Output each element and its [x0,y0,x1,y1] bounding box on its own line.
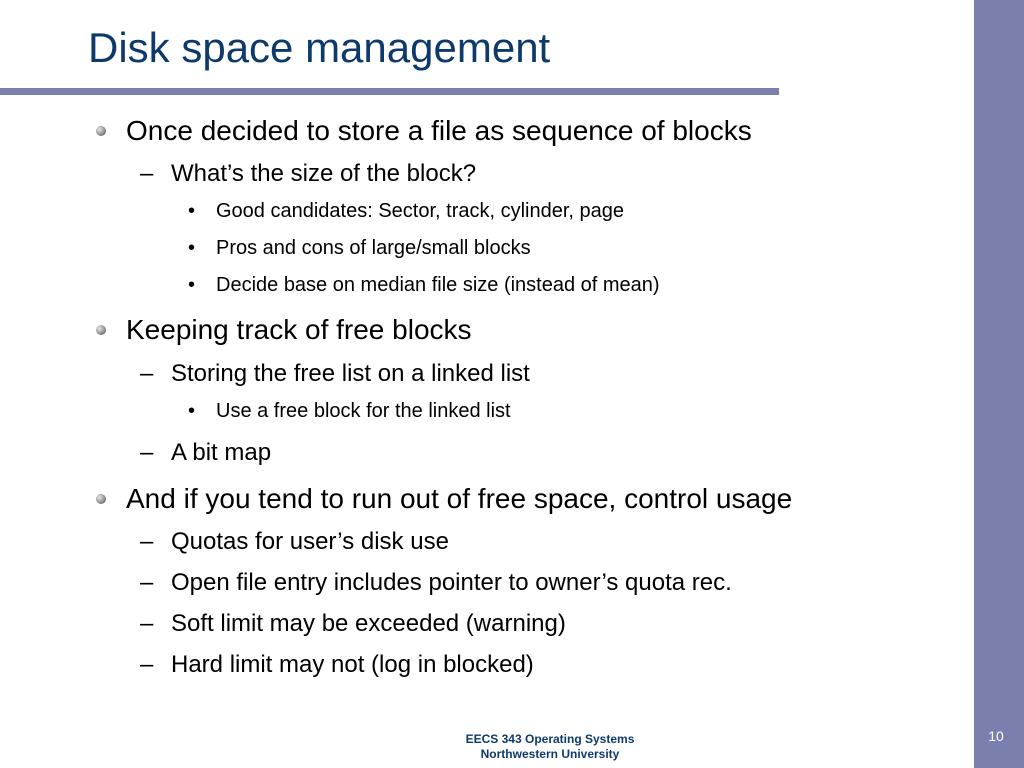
round-bullet-icon [96,325,106,335]
dash-bullet-icon: – [140,569,154,596]
dash-bullet-icon: – [140,439,154,466]
bullet-level2-text: A bit map [171,439,272,466]
bullet-level2-text: What’s the size of the block? [171,160,477,187]
bullet-level1-text: Keeping track of free blocks [126,314,472,345]
footer-course: EECS 343 Operating Systems [465,732,635,746]
dash-bullet-icon: – [140,160,154,187]
footer-university: Northwestern University [480,747,620,761]
bullet-level3-text: Pros and cons of large/small blocks [216,237,531,259]
dash-bullet-icon: – [140,360,154,387]
dash-bullet-icon: – [140,651,154,678]
bullet-level2-text: Quotas for user’s disk use [171,528,449,555]
slide-title: Disk space management [88,24,551,71]
footer [420,732,680,762]
dash-bullet-icon: – [140,610,154,637]
side-band [974,0,1024,768]
bullet-level1-text: Once decided to store a file as sequence of blocks [126,115,752,146]
bullet-level3-text: Good candidates: Sector, track, cylinder, page [216,200,625,222]
round-bullet-icon [96,494,106,504]
dot-bullet-icon: • [188,237,196,259]
dot-bullet-icon: • [188,274,196,296]
bullet-level3-text: Use a free block for the linked list [216,400,511,422]
dot-bullet-icon: • [188,200,196,222]
bullet-level2-text: Soft limit may be exceeded (warning) [171,610,566,637]
bullet-level1-text: And if you tend to run out of free space, control usage [126,483,793,514]
bullet-level2-text: Hard limit may not (log in blocked) [171,651,534,678]
bullet-level2-text: Open file entry includes pointer to owner’s quota rec. [171,569,732,596]
bullet-level3-text: Decide base on median file size (instead of mean) [216,274,660,296]
bullet-level2-text: Storing the free list on a linked list [171,360,530,387]
dash-bullet-icon: – [140,528,154,555]
round-bullet-icon [96,126,106,136]
dot-bullet-icon: • [188,400,196,422]
page-number: 10 [988,728,1004,744]
